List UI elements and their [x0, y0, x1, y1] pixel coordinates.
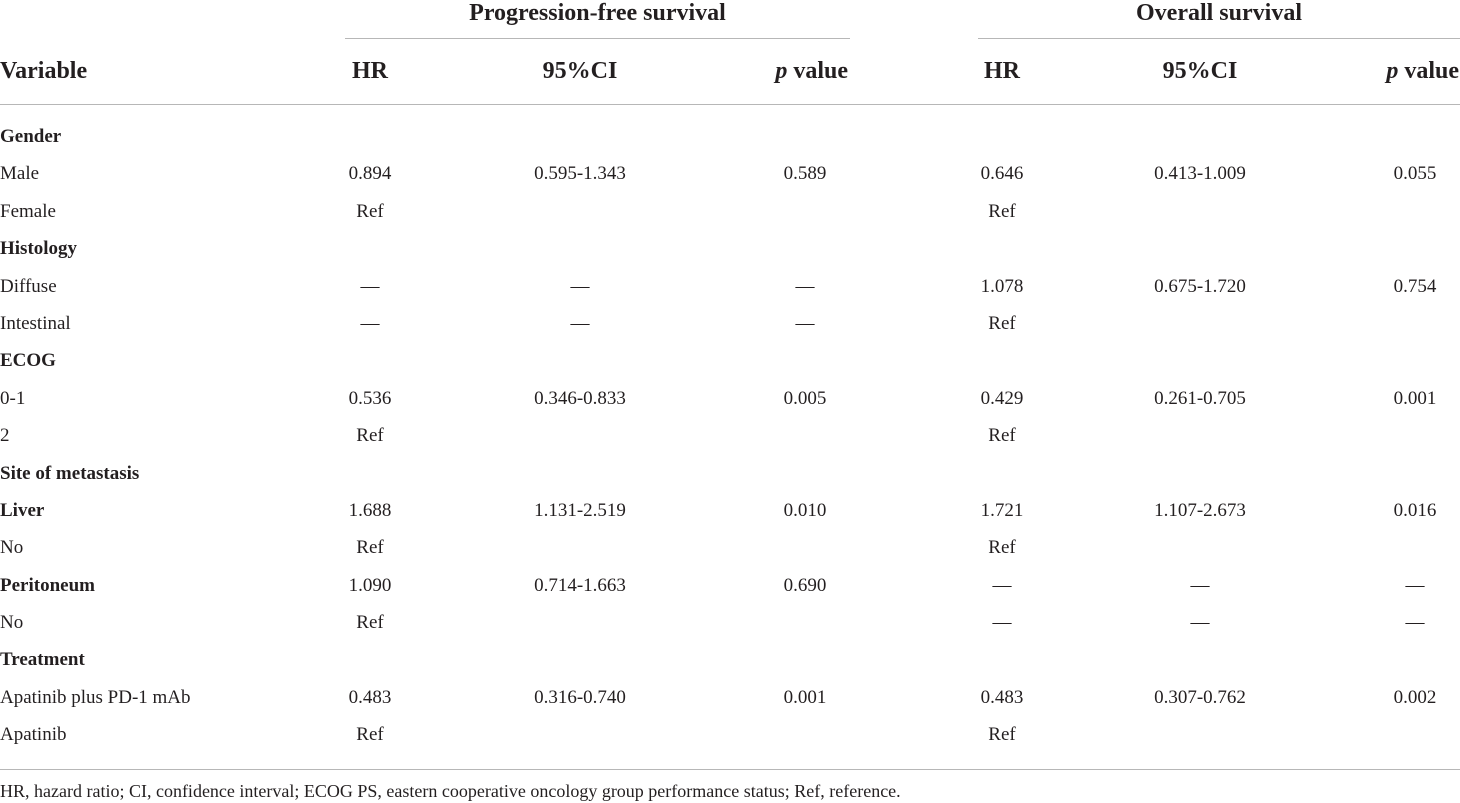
cell-os-hr: 1.721 — [980, 499, 1024, 521]
cell-pfs-hr: 1.688 — [348, 499, 392, 521]
cell-pfs-p-value: 0.005 — [783, 387, 827, 409]
cell-pfs-hr: 0.536 — [348, 387, 392, 409]
group-divider-pfs — [345, 38, 850, 39]
cell-variable: Liver — [0, 499, 45, 521]
cell-os-hr: — — [992, 574, 1012, 596]
cell-variable: Female — [0, 200, 56, 222]
cell-variable: Histology — [0, 238, 78, 260]
p-symbol: p — [775, 58, 788, 84]
table-row — [0, 492, 1460, 529]
cell-variable: Apatinib — [0, 724, 67, 746]
cell-pfs-hr: Ref — [356, 425, 384, 447]
cell-os-ci: 0.261-0.705 — [1154, 387, 1246, 409]
cell-os-hr: 1.078 — [980, 275, 1024, 297]
table-row — [0, 417, 1460, 454]
table-row — [0, 455, 1460, 492]
cell-pfs-hr: 0.894 — [348, 163, 392, 185]
cell-variable: Apatinib plus PD-1 mAb — [0, 686, 191, 708]
cell-variable: Treatment — [0, 649, 85, 671]
cell-os-ci: 1.107-2.673 — [1154, 499, 1246, 521]
cell-variable: Gender — [0, 126, 62, 147]
table-row — [0, 268, 1460, 305]
column-header-variable: Variable — [0, 58, 88, 84]
cell-pfs-ci: — — [570, 275, 590, 297]
table-row — [0, 118, 1460, 155]
cell-os-hr: Ref — [988, 537, 1016, 559]
table-row — [0, 716, 1460, 753]
p-value-word: value — [1398, 58, 1459, 84]
cell-os-p-value: — — [1405, 612, 1425, 634]
cell-os-hr: 0.429 — [980, 387, 1024, 409]
cell-pfs-hr: Ref — [356, 724, 384, 746]
table-row — [0, 679, 1460, 716]
cell-os-hr: Ref — [988, 724, 1016, 746]
table-body — [0, 118, 1460, 754]
footer-divider — [0, 769, 1460, 770]
table-row — [0, 529, 1460, 566]
cell-variable: Site of metastasis — [0, 462, 140, 484]
cell-os-hr: 0.646 — [980, 163, 1024, 185]
cell-pfs-p-value: — — [795, 275, 815, 297]
group-header-pfs: Progression-free survival — [469, 0, 726, 26]
column-header-os-p-value — [1350, 55, 1459, 87]
cell-variable: No — [0, 537, 24, 559]
cell-os-hr: Ref — [988, 425, 1016, 447]
cell-os-ci: 0.413-1.009 — [1154, 163, 1246, 185]
cell-variable: Peritoneum — [0, 574, 95, 596]
group-divider-os — [978, 38, 1460, 39]
cell-pfs-p-value: 0.010 — [783, 499, 827, 521]
cell-pfs-hr: — — [360, 275, 380, 297]
cell-pfs-hr: Ref — [356, 200, 384, 222]
table-row — [0, 193, 1460, 230]
cell-os-p-value: 0.055 — [1393, 163, 1437, 185]
table-row — [0, 155, 1460, 192]
cell-pfs-hr: — — [360, 312, 380, 334]
cell-pfs-ci: 0.595-1.343 — [534, 163, 626, 185]
cell-pfs-ci: 0.714-1.663 — [534, 574, 626, 596]
column-header-os-ci: 95%CI — [1162, 58, 1238, 84]
header-divider — [0, 104, 1460, 105]
cell-os-hr: Ref — [988, 312, 1016, 334]
cell-os-ci: 0.307-0.762 — [1154, 686, 1246, 708]
cell-variable: No — [0, 612, 24, 634]
cell-pfs-ci: 0.346-0.833 — [534, 387, 626, 409]
column-header-pfs-p-value — [740, 55, 848, 87]
cell-os-ci: — — [1190, 574, 1210, 596]
cell-pfs-hr: 0.483 — [348, 686, 392, 708]
cell-pfs-hr: 1.090 — [348, 574, 392, 596]
table-row — [0, 305, 1460, 342]
cell-variable: Male — [0, 163, 40, 185]
table-row — [0, 230, 1460, 267]
cell-os-ci: 0.675-1.720 — [1154, 275, 1246, 297]
cell-pfs-p-value: 0.589 — [783, 163, 827, 185]
cell-os-p-value: 0.001 — [1393, 387, 1437, 409]
cell-variable: Intestinal — [0, 312, 71, 334]
column-header-pfs-hr: HR — [352, 58, 388, 84]
cell-pfs-ci: 1.131-2.519 — [534, 499, 626, 521]
cell-pfs-ci: 0.316-0.740 — [534, 686, 626, 708]
column-header-row — [0, 55, 1460, 87]
p-symbol: p — [1386, 58, 1399, 84]
cell-variable: Diffuse — [0, 275, 57, 297]
cell-os-hr: — — [992, 612, 1012, 634]
cell-variable: 2 — [0, 425, 10, 447]
cell-pfs-p-value: — — [795, 312, 815, 334]
cell-pfs-p-value: 0.001 — [783, 686, 827, 708]
cell-os-ci: — — [1190, 612, 1210, 634]
cell-os-hr: Ref — [988, 200, 1016, 222]
table-row — [0, 567, 1460, 604]
cell-pfs-hr: Ref — [356, 612, 384, 634]
cell-os-p-value: 0.002 — [1393, 686, 1437, 708]
table-row — [0, 342, 1460, 379]
table-row — [0, 380, 1460, 417]
cell-variable: 0-1 — [0, 387, 26, 409]
cell-pfs-hr: Ref — [356, 537, 384, 559]
cell-os-p-value: — — [1405, 574, 1425, 596]
table-footnote: HR, hazard ratio; CI, confidence interval; ECOG PS, eastern cooperative oncology group performance status; Ref, reference. — [0, 781, 901, 801]
p-value-word: value — [787, 58, 848, 84]
column-header-os-hr: HR — [984, 58, 1020, 84]
column-header-pfs-ci: 95%CI — [542, 58, 618, 84]
cell-pfs-ci: — — [570, 312, 590, 334]
cell-os-p-value: 0.754 — [1393, 275, 1437, 297]
table-row — [0, 604, 1460, 641]
cell-os-hr: 0.483 — [980, 686, 1024, 708]
table-row — [0, 641, 1460, 678]
group-header-os: Overall survival — [1136, 0, 1302, 26]
cell-variable: ECOG — [0, 350, 56, 372]
cell-os-p-value: 0.016 — [1393, 499, 1437, 521]
cell-pfs-p-value: 0.690 — [783, 574, 827, 596]
